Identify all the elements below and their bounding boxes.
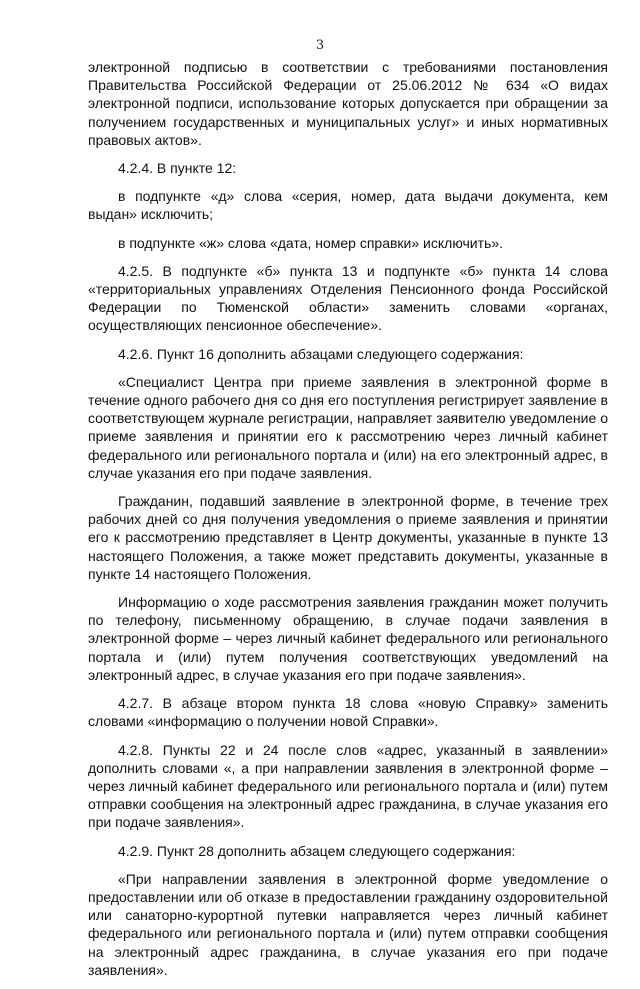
paragraph-notification: «При направлении заявления в электронной форме уведомление о предоставлении или об отказе в предоставлении гражданину оздоровительной или санаторно-курортной путевки направляется через личный кабинет федерального или регионального портала и (или) путем отправки сообщения на электронный адрес гражданина, в случае указания его при подаче заявления». xyxy=(88,870,608,978)
paragraph-continuation: электронной подписью в соответствии с требованиями постановления Правительства Российской Федерации от 25.06.2012 № 634 «О видах электронной подписи, использование которых допускается при обращении за получением государственных и муниципальных услуг» и иных нормативных правовых актов». xyxy=(88,59,608,148)
paragraph-progress-info: Информацию о ходе рассмотрения заявления гражданин может получить по телефону, письменному обращению, в случае подачи заявления в электронной форме – через личный кабинет федерального или регионального портала и (или) путем получения соответствующих уведомлений на электронный адрес, в случае указания его при подаче заявления». xyxy=(88,594,608,683)
paragraph-4-2-6: 4.2.6. Пункт 16 дополнить абзацами следующего содержания: xyxy=(118,345,524,362)
paragraph-4-2-5: 4.2.5. В подпункте «б» пункта 13 и подпункте «б» пункта 14 слова «территориальных управлениях Отделения Пенсионного фонда Российской Федерации по Тюменской области» заменить словами «органах, осуществляющих пенсионное обеспечение». xyxy=(88,262,608,334)
paragraph-4-2-9: 4.2.9. Пункт 28 дополнить абзацем следующего содержания: xyxy=(118,842,516,859)
paragraph-subpoint-zh: в подпункте «ж» слова «дата, номер справки» исключить». xyxy=(118,234,504,251)
paragraph-center-specialist: «Специалист Центра при приеме заявления в электронной форме в течение одного рабочего дня со дня его поступления регистрирует заявление в соответствующем журнале регистрации, направляет заявителю уведомление о приеме заявления и принятии его к рассмотрению через личный кабинет федерального или регионального портала и (или) на его электронный адрес, в случае указания его при подаче заявления. xyxy=(88,373,608,481)
page-number: 3 xyxy=(315,38,325,53)
document-body xyxy=(88,58,608,989)
paragraph-4-2-8: 4.2.8. Пункты 22 и 24 после слов «адрес, указанный в заявлении» дополнить словами «, а при направлении заявления в электронной форме – через личный кабинет федерального или регионального портала и (или) путем отправки сообщения на электронный адрес гражданина, в случае указания его при подаче заявления». xyxy=(88,741,608,831)
paragraph-citizen-submitted: Гражданин, подавший заявление в электронной форме, в течение трех рабочих дней со дня получения уведомления о приеме заявления и принятии его к рассмотрению представляет в Центр документы, указанные в пункте 13 настоящего Положения, а также может представить документы, указанные в пункте 14 настоящего Положения. xyxy=(88,493,608,582)
paragraph-4-2-7: 4.2.7. В абзаце втором пункта 18 слова «новую Справку» заменить словами «информацию о получении новой Справки». xyxy=(88,695,608,730)
paragraph-4-2-4: 4.2.4. В пункте 12: xyxy=(118,160,237,177)
paragraph-subpoint-d: в подпункте «д» слова «серия, номер, дата выдачи документа, кем выдан» исключить; xyxy=(88,188,608,223)
